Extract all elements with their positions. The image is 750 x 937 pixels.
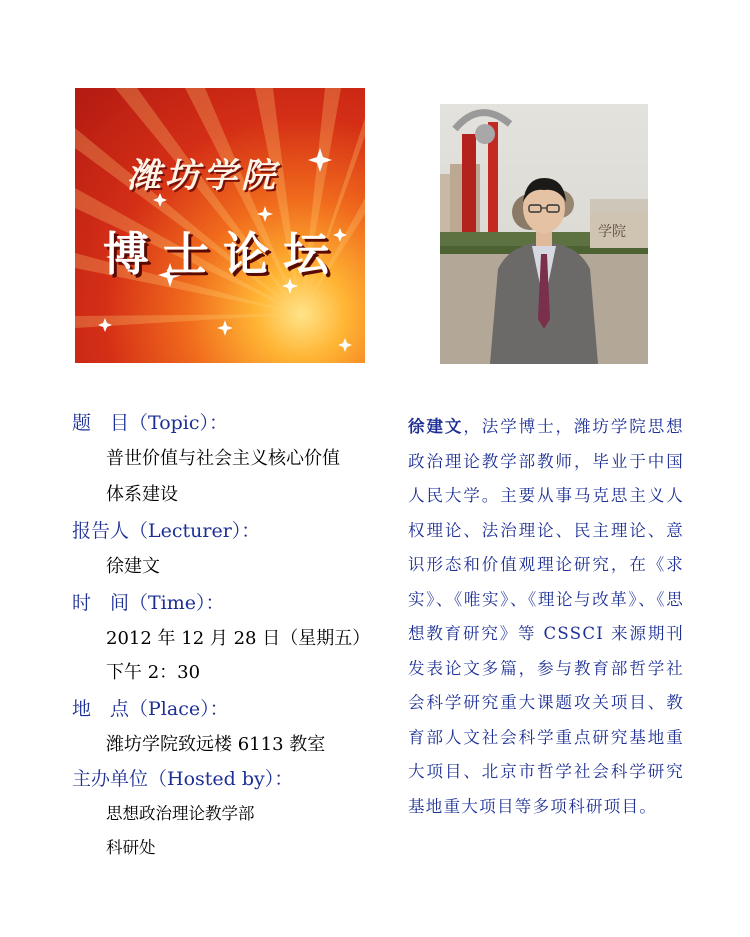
lecturer-photo (440, 104, 648, 364)
banner-school-title: 潍坊学院 (127, 156, 279, 196)
topic-line-2: 体系建设 (106, 484, 178, 505)
bio-text: ，法学博士，潍坊学院思想政治理论教学部教师，毕业于中国人民大学。主要从事马克思主义人权理论、法治理论、民主理论、意识形态和价值观理论研究，在《求实》、《唯实》、《理论与改革》、《思想教育研究》等 CSSCI 来源期刊发表论文多篇，参与教育部哲学社会科学研究重大课题攻关项目、教育部人文社会科学重点研究基地重大项目、北京市哲学社会科学研究基地重大项目等多项科研项目。 (408, 417, 684, 816)
lecturer-label: 报告人（Lecturer）： (72, 520, 261, 542)
place-label: 地 点（Place）： (72, 698, 229, 720)
bio-name: 徐建文 (408, 417, 464, 436)
campus-sign-text: 学院 (598, 224, 626, 240)
forum-banner (75, 88, 365, 363)
topic-line-1: 普世价值与社会主义核心价值 (106, 448, 340, 469)
time-hour: 下午 2：30 (106, 662, 201, 683)
host-department-1: 思想政治理论教学部 (106, 804, 255, 823)
topic-label: 题 目（Topic）： (72, 412, 229, 434)
photo-illustration (440, 104, 648, 364)
lecturer-bio (408, 410, 684, 824)
banner-forum-title: 博士论坛 (103, 227, 343, 281)
time-date: 2012 年 12 月 28 日（星期五） (106, 628, 371, 649)
host-label: 主办单位（Hosted by）： (72, 768, 294, 790)
lecturer-name: 徐建文 (106, 556, 160, 577)
place-value: 潍坊学院致远楼 6113 教室 (106, 734, 326, 755)
host-department-2: 科研处 (106, 838, 156, 857)
time-label: 时 间（Time）： (72, 592, 225, 614)
